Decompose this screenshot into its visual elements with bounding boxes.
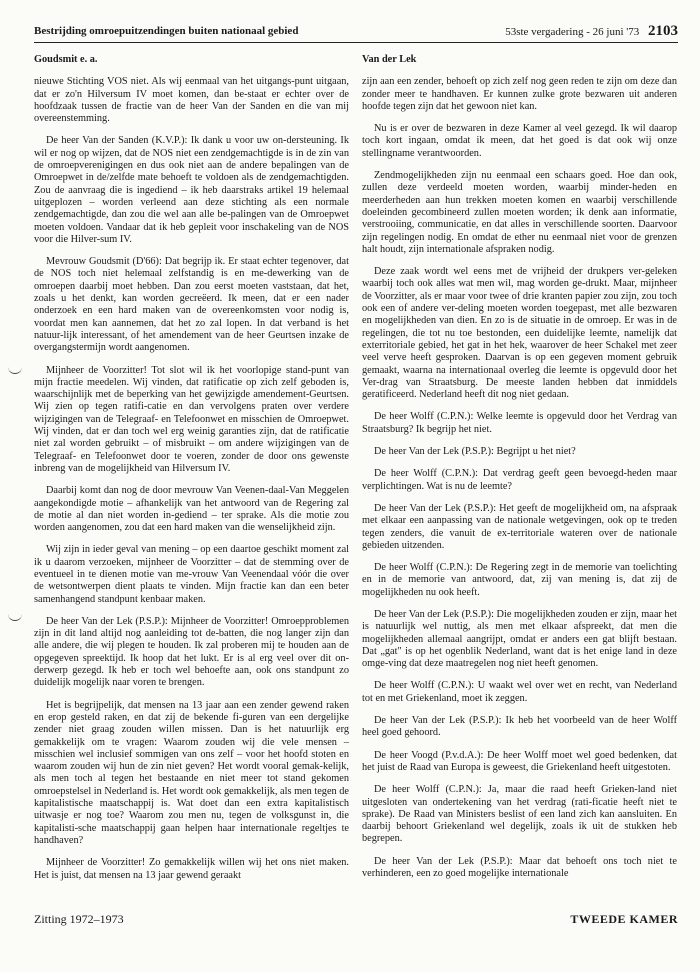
- footer-session: Zitting 1972–1973: [34, 912, 124, 926]
- paragraph: De heer Van der Lek (P.S.P.): Maar dat behoeft ons toch niet te verhinderen, een zo goed mogelijke internationale: [362, 855, 677, 880]
- header-session: 53ste vergadering - 26 juni '73: [505, 26, 640, 38]
- right-column: [362, 54, 677, 892]
- paragraph: De heer Wolff (C.P.N.): Ja, maar die raad heeft Grieken-land niet uitgesloten van ondertekening van het verdrag (rati-ficatie heeft niet te sprake). De Raad van Ministers beslist of een land zich kan aansluiten. En daarbij behoort Griekenland wel degelijk, zoals ik uit de stukken heb begrepen.: [362, 784, 677, 845]
- paragraph: De heer Van der Sanden (K.V.P.): Ik dank u voor uw on-dersteuning. Ik wil er nog op wijzen, dat de NOS niet een zendgemachtigde is in de zin van de omroepverenigingen en dus ook niet aan de andere bepalingen van de Omroepwet in de/zelfde mate behoeft te voldoen als de zendgemachtigden. Zou de aanvraag die is ingediend – ik heb daarstraks artikel 19 helemaal uitgeplozen – worden verleend aan deze stichting als een normale zendgemachtigde, dan zou die wel aan alle be-palingen van de Omroepwet moeten voldoen. Vandaar dat ik heb gepleit voor inschakeling van de NOS voor die Hilver-sum IV.: [34, 135, 349, 245]
- paragraph: De heer Van der Lek (P.S.P.): Ik heb het voorbeeld van de heer Wolff heel goed gehoord.: [362, 715, 677, 739]
- column-heading: Van der Lek: [362, 54, 417, 65]
- page-number: 2103: [648, 23, 678, 39]
- paragraph: Wij zijn in ieder geval van mening – op een daartoe geschikt moment zal ik u daarom verzoeken, mijnheer de Voorzitter – dat de stemming over de eventueel in te dienen motie van me-vrouw Van Veenendaal vóór die over de wetsontwerpen dient plaats te vinden. Mijn fractie kan dan een beter samenhangend standpunt kenbaar maken.: [34, 544, 349, 605]
- paragraph: Deze zaak wordt wel eens met de vrijheid der drukpers ver-geleken waarbij toch ook alles wat men wil, mag worden ge-drukt. Maar, mijnheer de Voorzitter, als er maar voor twee of drie kranten papier zou zijn, zou toch ook een of andere ver-deling moeten worden toegepast, met alle bezwaren en mogelijkheden van dien. En zo is de situatie in de omroep. Er was in de regelingen, die tot nu toe bestonden, een duidelijke leemte, namelijk dat exterritoriale gebied, het gat in het hek, waarover de heer Schakel met zeer veel verve heeft gesproken. Daarvan is op een gegeven moment gebruik gemaakt, waarna na internationaal overleg die leemte is opgevuld door het Ver-drag van Straatsburg. De meeste landen hebben dat inmiddels geratificeerd. Nederland heeft dit nog niet gedaan.: [362, 266, 677, 401]
- paragraph: De heer Wolff (C.P.N.): Welke leemte is opgevuld door het Verdrag van Straatsburg? Ik begrijp het niet.: [362, 411, 677, 435]
- paragraph: Mijnheer de Voorzitter! Tot slot wil ik het voorlopige stand-punt van mijn fractie meedelen. Wij vinden, dat ratificatie op zich zelf geboden is, waarschijnlijk met de beperking van het gewijzigde amendement-Geurtsen. Wij zien op tegen ratifi-catie en dan vervolgens praten over verdere wijzigingen van de Telegraaf- en Telefoonwet en misschien de Omroepwet. Wij vinden, dat er dan toch wel erg weinig garanties zijn, dat de ratificatie niet zal worden gebruikt – of misbruikt – om andere wijzigingen van de Telegraaf- en Telefoonwet door te voeren, zonder de door ons gewenste inbreng van de mogelijkheid van Hilversum IV.: [34, 364, 349, 474]
- paragraph: De heer Voogd (P.v.d.A.): De heer Wolff moet wel goed bedenken, dat het juist de Raad van Europa is geweest, die Griekenland heeft uitgestoten.: [362, 749, 677, 773]
- paragraph: Nu is er over de bezwaren in deze Kamer al veel gezegd. Ik wil daarop toch kort ingaan, omdat ik meen, dat het goed is dat ook wij onze stellingname verantwoorden.: [362, 123, 677, 159]
- footer-chamber: TWEEDE KAMER: [570, 912, 678, 926]
- paragraph: De heer Van der Lek (P.S.P.): Begrijpt u het niet?: [374, 446, 576, 458]
- paragraph: zijn aan een zender, behoeft op zich zelf nog geen reden te zijn om deze dan zonder meer te handhaven. Er kunnen zulke grote bezwaren uit anderen hoofde tegen zijn dat het gewoon niet kan.: [362, 76, 677, 112]
- paragraph: De heer Van der Lek (P.S.P.): Die mogelijkheden zouden er zijn, maar het is natuurlijk wel nuttig, als men met elkaar afspreekt, dat men die mogelijkheden allemaal aangrijpt, omdat er anders een gat blijft bestaan. Dat „gat" is op het ogenblik Nederland, want dat is het enige land in deze omge-ving dat deze maatregelen nog niet heeft genomen.: [362, 608, 677, 670]
- margin-mark: [8, 612, 22, 621]
- running-header: [34, 22, 678, 43]
- left-column: [34, 54, 349, 892]
- paragraph: Het is begrijpelijk, dat mensen na 13 jaar aan een zender gewend raken en erop gesteld raken, en dat zij de bekende fi-guren van een dergelijke zender niet graag zouden willen missen. Dan is het natuurlijk erg gemakkelijk om te vragen: Waarom zouden wij die vele mensen – misschien wel inclusief sommigen van ons zelf – voor het hoofd stoten en waarom zouden wij hun de zin niet geven? Het wordt vooral gemak-kelijk, als men toch al tegen het bestaande en niet meer tot stand gekomen omroepstelsel in Nederland is. Het wordt ook gemakkelijk, als men tegen de kapitalistische maatschappij is. Wat doet dan een extra kapitalistisch uitwasje er nog toe? Waarom zou men nu, tegen de volksgunst in, die kapitalisti-sche maatschappij gaan helpen haar internationale regeltjes te handhaven?: [34, 699, 349, 846]
- paragraph: De heer Wolff (C.P.N.): De Regering zegt in de memorie van toelichting en in de memorie van antwoord, dat, zij van mening is, dat zij de mogelijkheden nu ook heeft.: [362, 562, 677, 598]
- paragraph: De heer Wolff (C.P.N.): U waakt wel over wet en recht, van Nederland tot en met Griekenland, moet ik zeggen.: [362, 680, 677, 704]
- paragraph: Daarbij komt dan nog de door mevrouw Van Veenen-daal-Van Meggelen aangekondigde motie – afhankelijk van het antwoord van de Regering zal de motie al dan niet worden in-gediend – ter sprake. Als die motie zou worden aangenomen, zou dat een hard maken van die wenselijkheid zijn.: [34, 485, 349, 534]
- header-session-info: [505, 22, 678, 41]
- paragraph: nieuwe Stichting VOS niet. Als wij eenmaal van het uitgangs-punt uitgaan, dat er zo'n Hilversum IV moet komen, dan be-staat er echter over de hoofdzaak tussen de fractie van de heer Van der Sanden en die van mij overeenstemming.: [34, 76, 349, 125]
- paragraph: De heer Van der Lek (P.S.P.): Mijnheer de Voorzitter! Omroepproblemen zijn in dit land altijd nog aanleiding tot de-batten, die nog langer zijn dan alle andere, die wij plegen te houden. Ik zal proberen mij te houden aan de opgegeven spreektijd. Ik hoop dat het lukt. Er is al erg veel over dit on-derwerp gezegd. Ik heb er toch wel behoefte aan, ook ons standpunt zo duidelijk mogelijk naar voren te brengen.: [34, 615, 349, 689]
- paragraph: Zendmogelijkheden zijn nu eenmaal een schaars goed. Hoe dan ook, zullen deze verdeeld moeten worden, waarbij minder-heden en meerderheden aan hun trekken moeten komen en waarbij verschillende doeleinden gecombineerd zullen moeten worden; ik denk aan informatie, verstrooiing, communicatie, en dat alles in verschillende soorten. Daarvoor zijn regelingen nodig. En omdat de ether nu eenmaal niet voor de grenzen halt houdt, zijn internationale afspraken nodig.: [362, 170, 677, 255]
- paragraph: De heer Wolff (C.P.N.): Dat verdrag geeft geen bevoegd-heden maar verplichtingen. Wat is nu de leemte?: [362, 468, 677, 492]
- margin-mark: [8, 365, 22, 374]
- header-title: Bestrijding omroepuitzendingen buiten nationaal gebied: [34, 25, 299, 37]
- page-footer: [34, 912, 678, 928]
- paragraph: Mijnheer de Voorzitter! Zo gemakkelijk willen wij het ons niet maken. Het is juist, dat mensen na 13 jaar gewend geraakt: [34, 857, 349, 881]
- paragraph: Mevrouw Goudsmit (D'66): Dat begrijp ik. Er staat echter tegenover, dat de NOS toch niet helemaal zelfstandig is en me-dewerking van de omroepen daarbij moet hebben. Dan zou eerst moeten vaststaan, dat het, zoals u het denkt, kan worden gecreëerd. Ik meen, dat er een nader onderzoek en een hard maken van de overeenkomsten voor nodig is, voordat men kan aannemen, dat het zo zal lopen. In dat verband is het natuur-lijk interessant, of het amendement van de heer Geurtsen inzake de overgangstermijn wordt aangenomen.: [34, 256, 349, 354]
- column-heading: Goudsmit e. a.: [34, 54, 98, 65]
- paragraph: De heer Van der Lek (P.S.P.): Het geeft de mogelijkheid om, na afspraak met elkaar een aanpassing van de nationale wetgevingen, ook op te treden tegen zenders, die vanuit de ex-territoriale wateren over de nationale gebieden uitzenden.: [362, 502, 677, 551]
